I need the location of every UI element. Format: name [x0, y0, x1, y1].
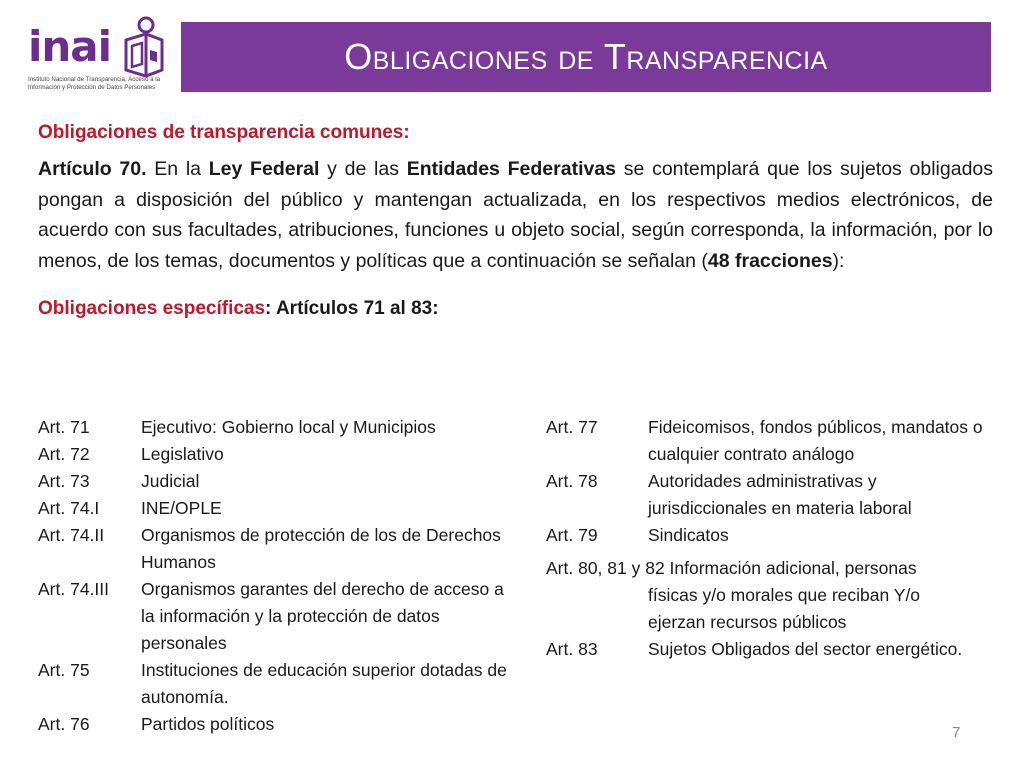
list-item: Art. 76 Partidos políticos — [38, 714, 275, 734]
list-item: Art. 78 Autoridades administrativas y jurisdiccionales en materia laboral — [546, 471, 912, 518]
list-item: Art. 75 Instituciones de educación superior dotadas de autonomía. — [38, 660, 507, 707]
page-title: Obligaciones de Transparencia — [344, 36, 828, 77]
articles-list-left — [38, 414, 508, 738]
section-heading-comunes: Obligaciones de transparencia comunes: — [38, 122, 410, 143]
list-item: Art. 74.I INE/OPLE — [38, 498, 222, 518]
inai-logo — [22, 12, 172, 96]
title-banner — [181, 22, 991, 92]
list-item: Art. 72 Legislativo — [38, 444, 224, 464]
list-item-art-80-82: Art. 80, 81 y 82 Información adicional, personas físicas y/o morales que reciban Y/o ejerzan recursos públicos — [546, 558, 921, 632]
list-item: Art. 79 Sindicatos — [546, 525, 729, 545]
list-item: Art. 71 Ejecutivo: Gobierno local y Municipios — [38, 417, 436, 437]
main-content — [38, 122, 993, 339]
list-item: Art. 77 Fideicomisos, fondos públicos, mandatos o cualquier contrato análogo — [546, 417, 983, 464]
inai-emblem-icon — [116, 16, 164, 78]
articulo-70-paragraph: Artículo 70. En la Ley Federal y de las Entidades Federativas se contemplará que los sujetos obligados pongan a disposición del público y mantengan actualizada, en los respectivos medios electrónicos, de acuerdo con sus facultades, atribuciones, funciones u objeto social, según corresponda, la información, por lo menos, de los temas, documentos y políticas que a continuación se señalan (48 fracciones): — [38, 158, 994, 272]
logo-tagline: Instituto Nacional de Transparencia, Acceso a la Información y Protección de Datos Personales — [28, 76, 161, 91]
list-item: Art. 74.III Organismos garantes del derecho de acceso a la información y la protección de datos personales — [38, 579, 504, 653]
articles-list-right — [546, 414, 996, 663]
section-heading-especificas: Obligaciones específicas: Artículos 71 al 83: — [38, 298, 439, 319]
page-number: 7 — [952, 724, 961, 741]
logo-wordmark: inai — [28, 22, 112, 71]
list-item: Art. 73 Judicial — [38, 471, 200, 491]
list-item: Art. 83 Sujetos Obligados del sector energético. — [546, 639, 963, 659]
list-item: Art. 74.II Organismos de protección de los de Derechos Humanos — [38, 525, 501, 572]
